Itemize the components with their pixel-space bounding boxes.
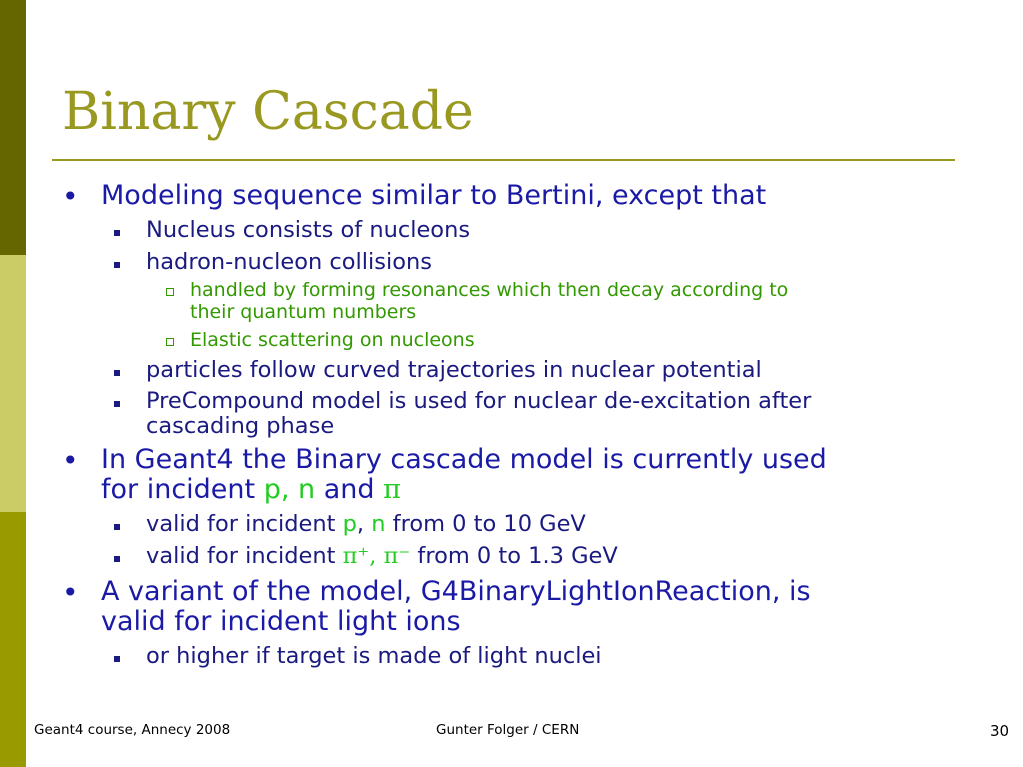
valid-text: valid for incident [146,543,343,569]
incident-text: for incident [101,474,264,505]
slide-sidebar [0,0,26,767]
square-bullet [114,262,120,268]
range-text: from 0 to 1.3 GeV [410,543,618,569]
sidebar-segment-bottom [0,512,26,767]
bullet-elastic-scattering: Elastic scattering on nucleons [190,329,475,351]
square-bullet [114,230,120,236]
bullet-precompound-line1: PreCompound model is used for nuclear de-excitation after [146,388,812,414]
bullet-geant4-binary-line1: In Geant4 the Binary cascade model is currently used [101,444,827,475]
particle-p-n: p, n [263,474,316,505]
bullet-dot: • [62,444,79,477]
square-bullet [114,556,120,562]
bullet-light-ion-line2: valid for incident light ions [101,606,461,637]
bullet-geant4-binary-line2 [101,474,401,505]
sidebar-segment-middle [0,255,26,512]
slide-title: Binary Cascade [62,82,474,142]
bullet-resonances-line2: their quantum numbers [190,301,417,323]
bullet-valid-pions [146,543,618,569]
bullet-light-ion-line1: A variant of the model, G4BinaryLightIonReaction, is [101,576,811,607]
comma-text: , [356,511,372,537]
square-bullet [114,370,120,376]
bullet-light-nuclei: or higher if target is made of light nuclei [146,643,602,669]
particle-n: n [371,511,386,537]
bullet-resonances-line1: handled by forming resonances which then decay according to [190,279,789,301]
particle-pi: π [383,474,401,505]
square-bullet [114,656,120,662]
bullet-nucleus-nucleons: Nucleus consists of nucleons [146,217,471,243]
particle-pions: π⁺, π⁻ [342,543,411,569]
bullet-valid-p-n [146,511,586,537]
sidebar-segment-top [0,0,26,255]
footer-page-number: 30 [990,722,1010,740]
square-bullet [114,401,120,407]
bullet-precompound-line2: cascading phase [146,413,335,439]
square-bullet [114,524,120,530]
range-text: from 0 to 10 GeV [385,511,586,537]
bullet-dot: • [62,180,79,213]
valid-text: valid for incident [146,511,343,537]
title-underline [52,159,955,161]
bullet-curved-trajectories: particles follow curved trajectories in nuclear potential [146,357,762,383]
hollow-square-bullet [166,338,174,346]
bullet-hadron-nucleon: hadron-nucleon collisions [146,249,433,275]
footer-course: Geant4 course, Annecy 2008 [34,722,231,738]
footer-author: Gunter Folger / CERN [436,722,580,738]
bullet-modeling-sequence: Modeling sequence similar to Bertini, except that [101,180,767,211]
particle-p: p [342,511,357,537]
and-text: and [315,474,384,505]
bullet-dot: • [62,576,79,609]
hollow-square-bullet [166,288,174,296]
